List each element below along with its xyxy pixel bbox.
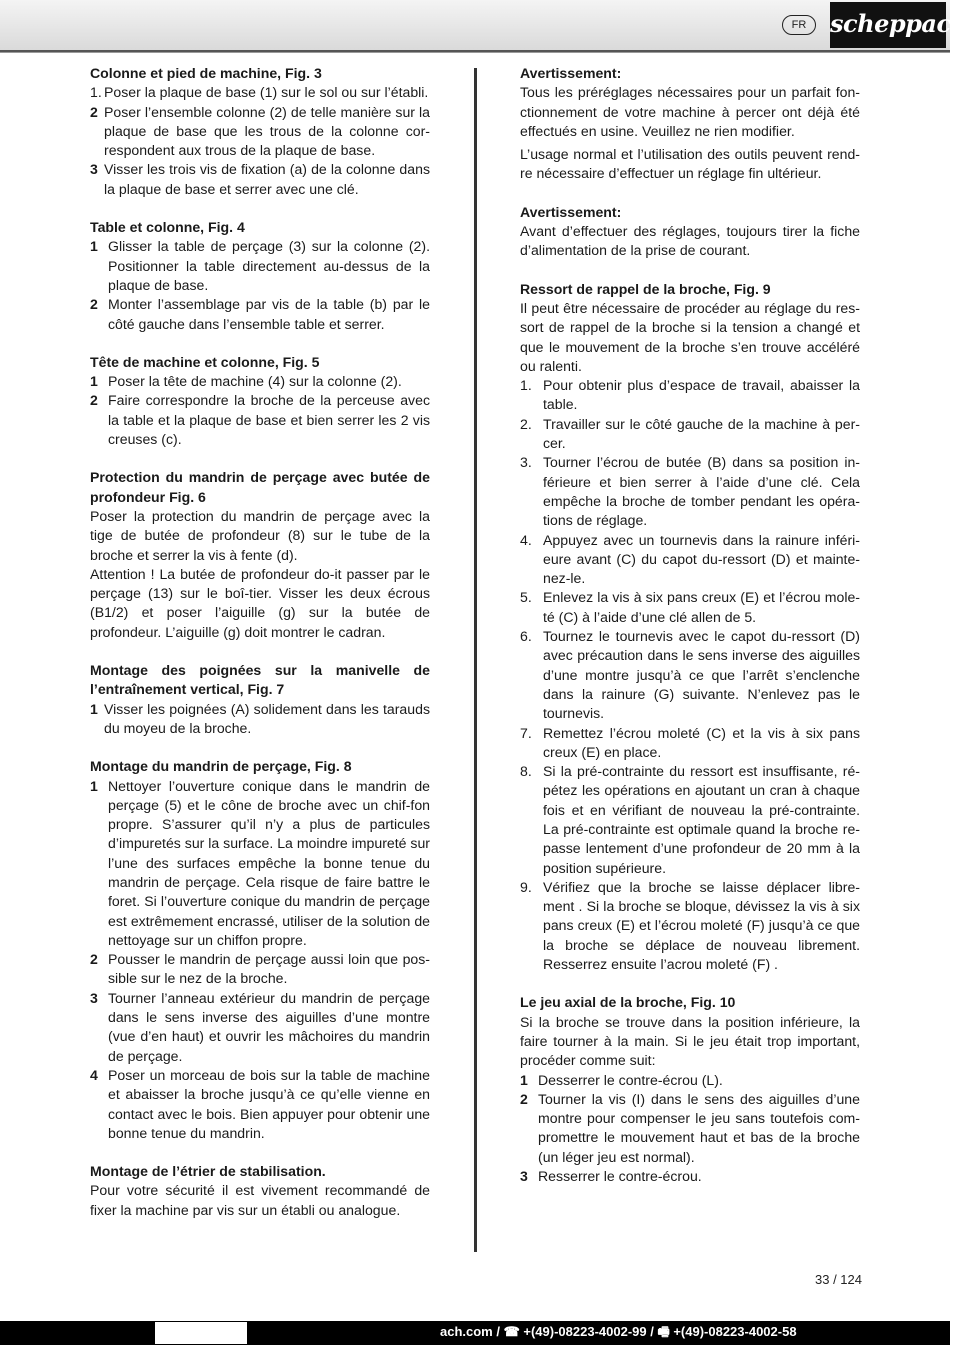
- item-number: 6.: [520, 628, 532, 645]
- item-text: Faire correspondre la broche de la perceuse avec la table et la plaque de base et bien serrer les 2 vis creuses (c).: [108, 392, 430, 448]
- list-item: [90, 83, 430, 102]
- item-text: Remettez l’écrou moleté (C) et la vis à six pans creux (E) en place.: [543, 724, 860, 760]
- list-item: [520, 415, 860, 454]
- warning-unplug: [520, 203, 860, 261]
- header-rule: [0, 50, 950, 52]
- item-number: 4.: [520, 531, 532, 548]
- item-number: 2: [90, 951, 98, 968]
- page-number: 33 / 124: [815, 1272, 862, 1287]
- section-title: Colonne et pied de machine, Fig. 3: [90, 65, 322, 81]
- section-chuck-mount: [90, 757, 430, 1143]
- item-number: 1.: [90, 84, 102, 101]
- item-text: Poser la plaque de base (1) sur le sol ou sur l’établi.: [104, 84, 429, 101]
- item-text: Travailler sur le côté gauche de la machine à per-cer.: [543, 415, 860, 452]
- item-text: Visser les trois vis de fixation (a) de la colonne dans la plaque de base et serrer avec une clé.: [104, 161, 430, 197]
- item-number: 3.: [520, 454, 532, 471]
- paragraph: Si la broche se trouve dans la position inférieure, la faire tourner à la main. Si le jeu était trop important, procéder comme suit:: [520, 1013, 860, 1069]
- item-number: 1: [90, 373, 98, 390]
- item-text: Nettoyer l’ouverture conique dans le mandrin de perçage (5) et le cône de broche avec un chif-fon propre. S’assurer qu’il n’y a plus de particules d’impuretés sur la surface. La moindre impureté sur l’une des surfaces empêche la bonne tenue du mandrin de perçage. Cela risque de faire battre le foret. Si l’ouverture conique du mandrin de perçage est extrêmement encrassé, utiliser de la solution de nettoyage sur un chiffon propre.: [108, 777, 430, 948]
- section-title: Tête de machine et colonne, Fig. 5: [90, 353, 320, 370]
- item-text: Monter l’assemblage par vis de la table (b) par le côté gauche dans l’ensemble table et serrer.: [108, 296, 430, 332]
- section-head-column: [90, 353, 430, 449]
- item-text: Poser un morceau de bois sur la table de machine et abaisser la broche jusqu’à ce qu’elle vienne en contact avec le bois. Bien appuyer pour obtenir une bonne tenue du mandrin.: [108, 1066, 430, 1141]
- item-number: 1: [90, 700, 98, 717]
- list-item: [520, 1071, 860, 1090]
- item-number: 7.: [520, 724, 532, 741]
- list-item: [90, 700, 430, 739]
- section-return-spring: [520, 280, 860, 975]
- footer-contact: ach.com / ☎ +(49)-08223-4002-99 / 🖷 +(49)-08223-4002-58: [440, 1324, 797, 1339]
- section-title: Ressort de rappel de la broche, Fig. 9: [520, 280, 771, 297]
- item-text: Tourner la vis (I) dans le sens des aiguilles d’une montre pour compenser le jeu sans toutefois com-promettre le mouvement haut et bas de la broche (un léger jeu est normal).: [538, 1090, 860, 1165]
- item-number: 8.: [520, 763, 532, 780]
- warning-presets: [520, 64, 860, 184]
- footer-blank-block: [155, 1322, 247, 1344]
- paragraph: Tous les préréglages nécessaires pour un parfait fon-ctionnement de votre machine à percer ont déjà été effectués en usine. Veuillez ne rien modifier.: [520, 84, 860, 139]
- list-item: [90, 160, 430, 199]
- left-column: [90, 64, 430, 1220]
- list-item: [90, 372, 430, 391]
- list-item: [520, 453, 860, 530]
- list-item: [90, 391, 430, 449]
- right-column: [520, 64, 860, 1186]
- item-number: 1: [520, 1071, 528, 1088]
- list-item: [520, 762, 860, 878]
- section-stabilizer: [90, 1162, 430, 1220]
- item-text: Pour obtenir plus d’espace de travail, abaisser la table.: [543, 377, 860, 413]
- item-number: 1: [90, 238, 98, 255]
- item-number: 4: [90, 1066, 98, 1083]
- warning-title: Avertissement:: [520, 203, 622, 220]
- item-text: Glisser la table de perçage (3) sur la colonne (2). Positionner la table directement au-dessus de la plaque de base.: [108, 238, 430, 293]
- list-item: [520, 531, 860, 589]
- item-number: 1.: [520, 377, 532, 394]
- item-number: 2: [520, 1090, 528, 1107]
- section-title: Montage de l’étrier de stabilisation.: [90, 1163, 326, 1180]
- language-badge: FR: [782, 15, 816, 35]
- item-number: 2: [90, 103, 98, 120]
- item-number: 2: [90, 296, 98, 313]
- list-item: [520, 1090, 860, 1167]
- list-item: [90, 1066, 430, 1143]
- section-axial-play: [520, 993, 860, 1186]
- item-text: Poser l’ensemble colonne (2) de telle manière sur la plaque de base que les trous de la colonne cor-respondent aux trous de la plaque de base.: [104, 103, 430, 159]
- list-item: [90, 989, 430, 1066]
- item-text: Tournez le tournevis avec le capot du-ressort (D) avec précaution dans le sens inverse des aiguilles d’une montre jusqu’à ce que l’arrêt s’enclenche dans la rainure (G) suivante. N’enlevez pas le tournevis.: [543, 628, 860, 722]
- list-item: [520, 1167, 860, 1186]
- list-item: [520, 724, 860, 763]
- item-number: 5.: [520, 589, 532, 606]
- item-number: 3: [90, 161, 98, 178]
- item-number: 3: [520, 1168, 528, 1185]
- item-text: Enlevez la vis à six pans creux (E) et l’écrou mole-té (C) à l’aide d’une clé allen de 5.: [543, 589, 860, 625]
- item-text: Tourner l’anneau extérieur du mandrin de perçage dans le sens inverse des aiguilles d’une montre (vue d’en haut) et ouvrir les mâchoires du mandrin de perçage.: [108, 989, 430, 1064]
- item-text: Vérifiez que la broche se laisse déplacer libre-ment . Si la broche se bloque, dévissez la vis à six pans creux (E) et l’écrou moleté (F) jusqu’à ce que la broche se déplace de nouveau librement. Resserrez ensuite l’acrou moleté (F) .: [543, 878, 860, 973]
- list-item: [520, 376, 860, 415]
- section-title: Le jeu axial de la broche, Fig. 10: [520, 994, 736, 1011]
- section-title: Montage des poignées sur la manivelle de l’entraînement vertical, Fig. 7: [90, 662, 430, 698]
- item-text: Appuyez avec un tournevis dans la rainure inféri-eure avant (C) du capot du-ressort (D) et mainte-nez-le.: [543, 531, 860, 587]
- item-number: 2.: [520, 415, 532, 432]
- scheppach-logo: scheppach: [830, 2, 946, 48]
- item-text: Pousser le mandrin de perçage aussi loin que pos-sible sur le nez de la broche.: [108, 951, 430, 987]
- item-text: Resserrer le contre-écrou.: [538, 1168, 702, 1185]
- item-text: Tourner l’écrou de butée (B) dans sa position in-férieure et bien serrer à l’aide d’une clé. Cela empêche la broche de tomber pendant les opéra-tions de réglage.: [543, 454, 860, 529]
- list-item: [90, 237, 430, 295]
- item-text: Desserrer le contre-écrou (L).: [538, 1071, 723, 1088]
- section-chuck-guard: [90, 468, 430, 642]
- item-number: 2: [90, 392, 98, 409]
- paragraph: L’usage normal et l’utilisation des outils peuvent rend-re nécessaire d’effectuer un réglage fin ultérieur.: [520, 146, 860, 182]
- section-title: Montage du mandrin de perçage, Fig. 8: [90, 758, 352, 775]
- item-text: Visser les poignées (A) solidement dans les tarauds du moyeu de la broche.: [104, 700, 430, 736]
- item-number: 9.: [520, 878, 532, 895]
- paragraph: Attention ! La butée de profondeur do-it passer par le perçage (13) sur le boî-tier. Visser les deux écrous (B1/2) et poser l’aiguille (g) sur la butée de profondeur. L’aiguille (g) doit montrer le cadran.: [90, 565, 430, 640]
- list-item: [520, 878, 860, 974]
- item-text: Si la pré-contrainte du ressort est insuffisante, ré-pétez les opérations en ajoutant un cran à chaque fois et en vérifiant de nouveau la pré-contrainte. La pré-contrainte est optimale quand la broche re-passe lentement d’une profondeur de 20 mm à la position supérieure.: [543, 763, 860, 876]
- section-table-column: [90, 218, 430, 334]
- paragraph: Avant d’effectuer des réglages, toujours tirer la fiche d’alimentation de la prise de courant.: [520, 223, 860, 259]
- column-divider: [474, 68, 477, 1252]
- section-handles: [90, 661, 430, 738]
- list-item: [520, 588, 860, 627]
- item-number: 1: [90, 777, 98, 794]
- list-item: [90, 295, 430, 334]
- item-text: Poser la tête de machine (4) sur la colonne (2).: [108, 373, 402, 390]
- section-column-base: [90, 64, 430, 199]
- list-item: [90, 950, 430, 989]
- paragraph: Poser la protection du mandrin de perçage avec la tige de butée de profondeur (8) sur le tube de la broche et serrer la vis à fente (d).: [90, 507, 430, 563]
- list-item: [520, 627, 860, 723]
- section-title: Table et colonne, Fig. 4: [90, 219, 245, 236]
- item-number: 3: [90, 989, 98, 1006]
- section-title: Protection du mandrin de perçage avec butée de profondeur Fig. 6: [90, 469, 430, 505]
- paragraph: Pour votre sécurité il est vivement recommandé de fixer la machine par vis sur un établi ou analogue.: [90, 1182, 430, 1218]
- paragraph: Il peut être nécessaire de procéder au réglage du res-sort de rappel de la broche si la tension a changé et que le mouvement de la broche s’en trouve accéléré ou ralenti.: [520, 299, 860, 374]
- list-item: [90, 103, 430, 161]
- list-item: [90, 777, 430, 951]
- warning-title: Avertissement:: [520, 65, 622, 81]
